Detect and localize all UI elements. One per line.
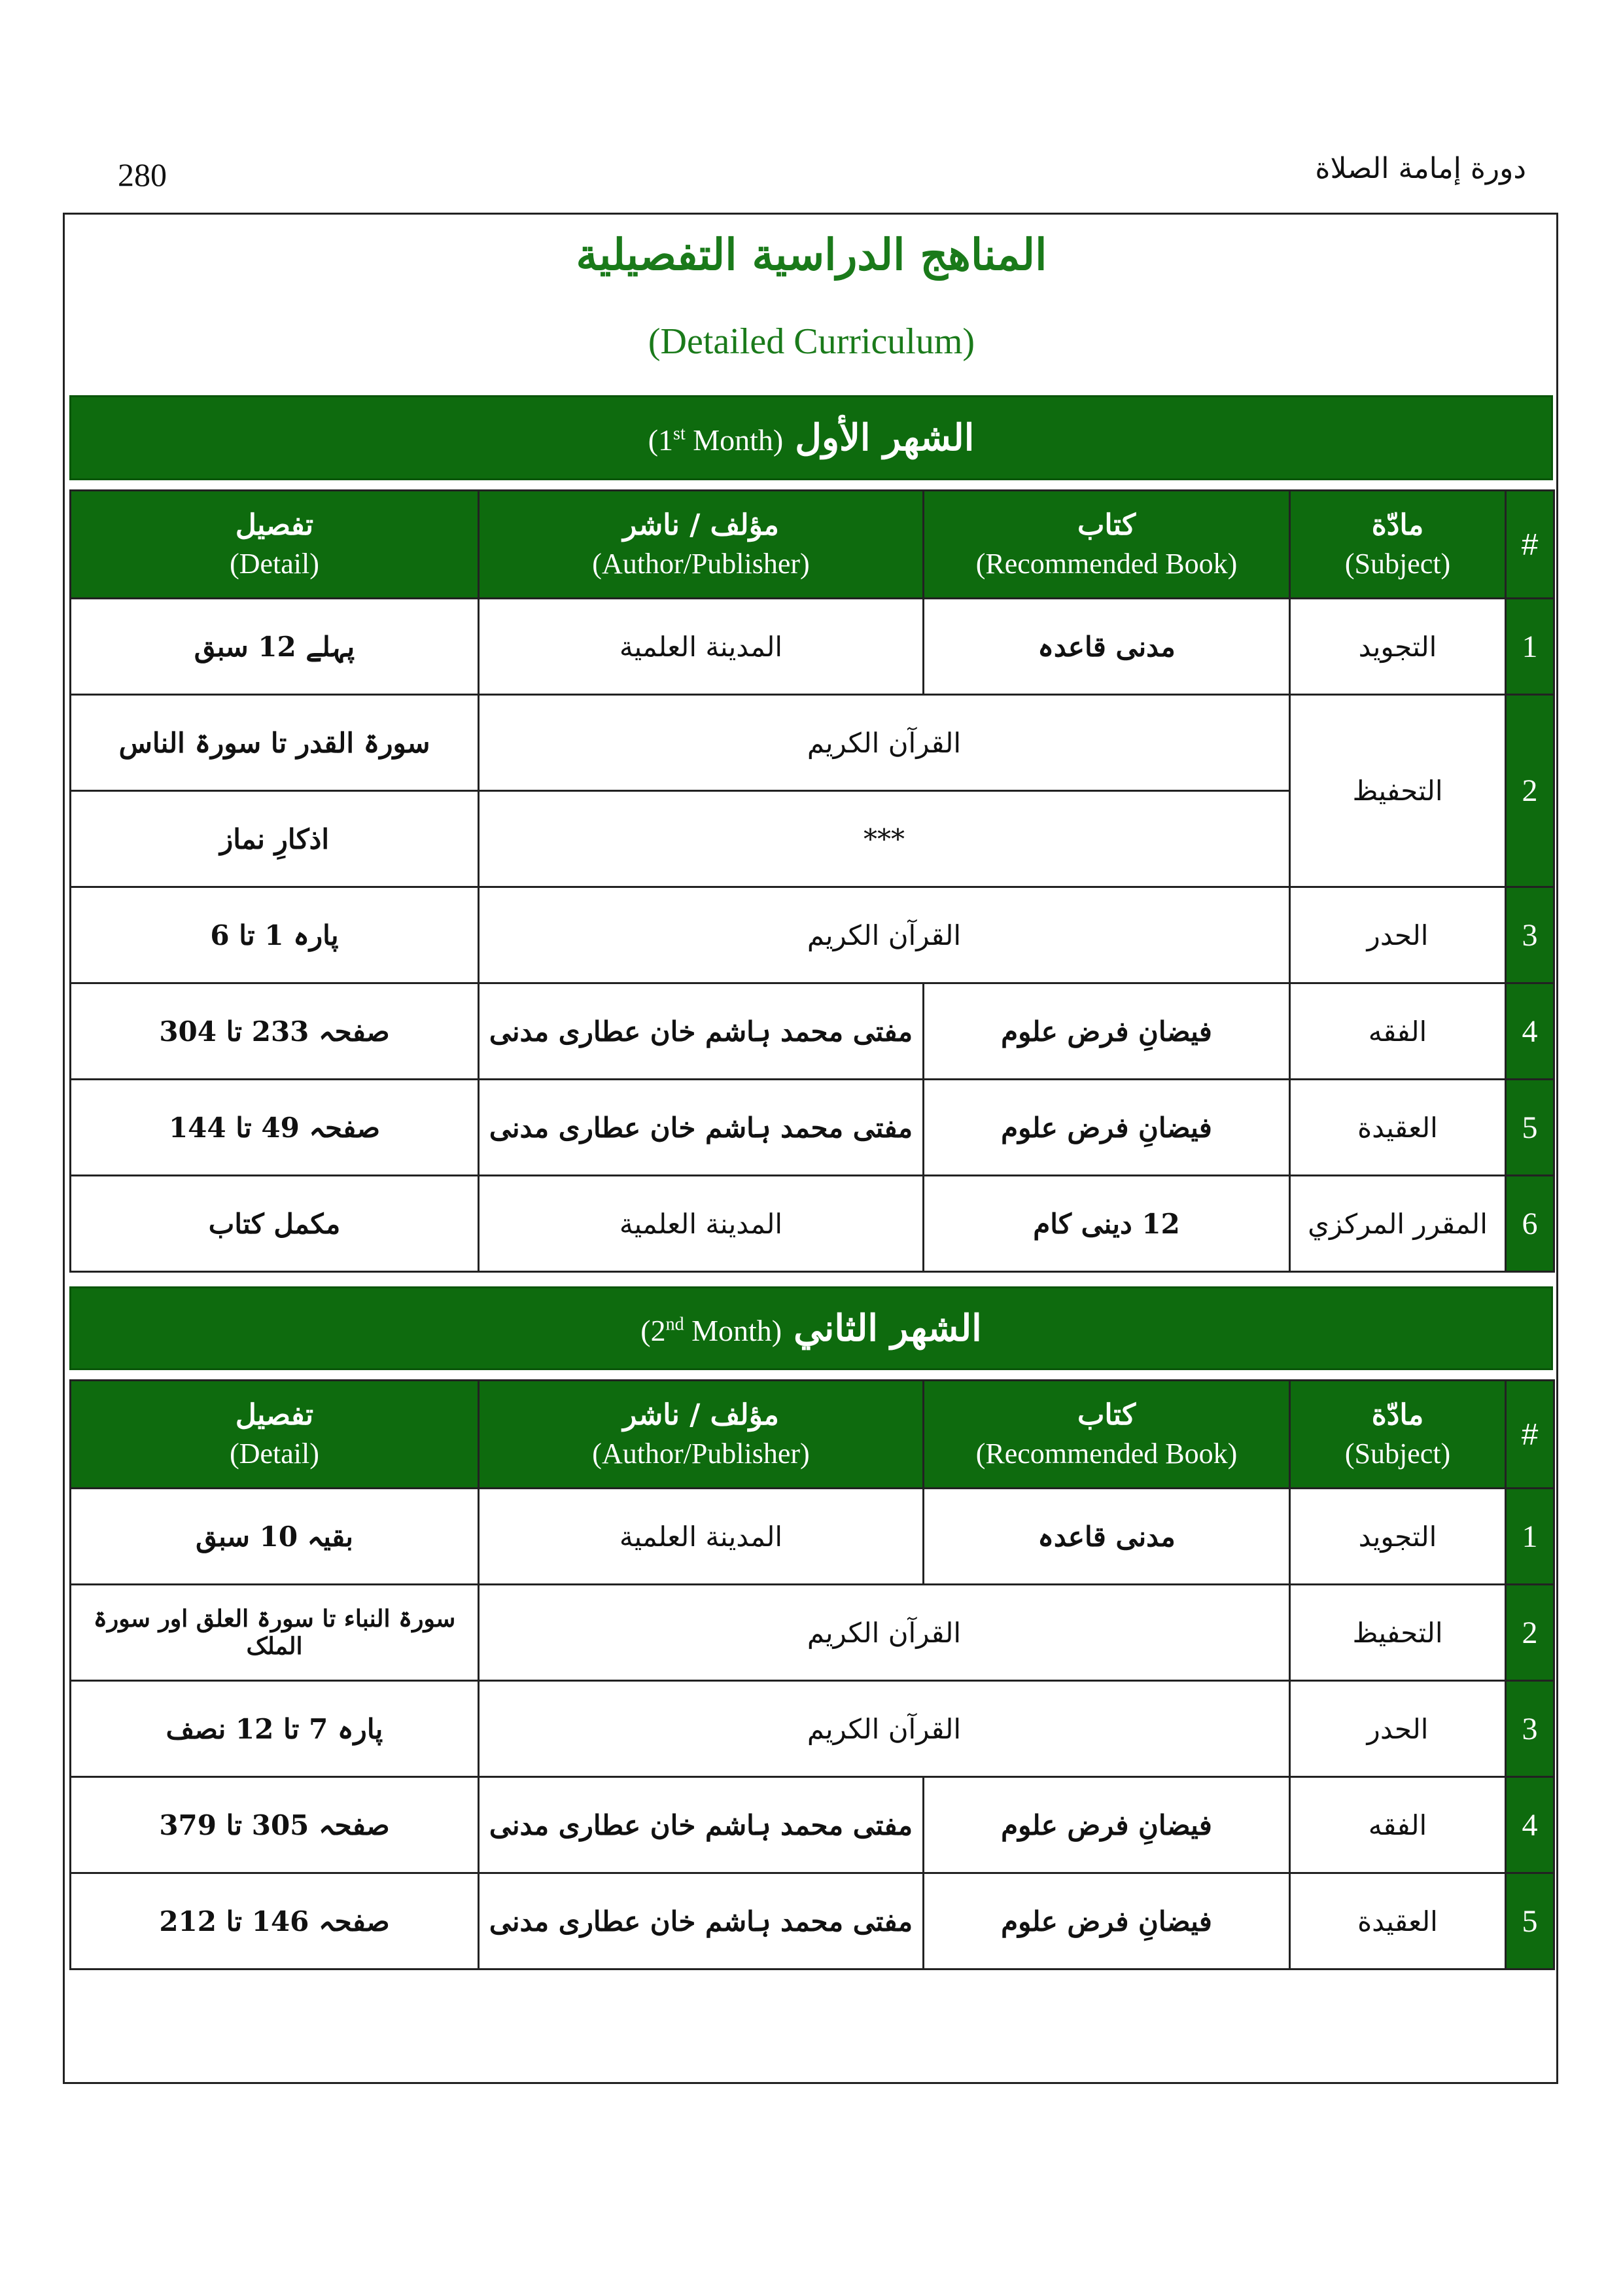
- table-row: [71, 1681, 1554, 1777]
- row-subject: المقرر المركزي: [1290, 1176, 1506, 1272]
- header-detail: تفصيل (Detail): [71, 1381, 479, 1489]
- table-row: [71, 1176, 1554, 1272]
- page-title-english: (Detailed Curriculum): [648, 321, 975, 362]
- month-2-title-en: (2nd Month): [640, 1314, 782, 1347]
- table-header-row: [71, 1381, 1554, 1489]
- row-subject: الفقه: [1290, 1777, 1506, 1873]
- page-title-arabic: المناهج الدراسية التفصيلية: [576, 229, 1047, 280]
- row-detail: پارہ 1 تا 6: [71, 887, 479, 983]
- table-header-row: [71, 491, 1554, 599]
- row-detail: پہلے 12 سبق: [71, 599, 479, 695]
- row-author: مفتی محمد ہاشم خان عطاری مدنی: [479, 983, 924, 1080]
- row-author: مفتی محمد ہاشم خان عطاری مدنی: [479, 1777, 924, 1873]
- row-subject: العقيدة: [1290, 1080, 1506, 1176]
- row-subject: الحدر: [1290, 1681, 1506, 1777]
- row-number: 1: [1506, 599, 1554, 695]
- row-subject: العقيدة: [1290, 1873, 1506, 1969]
- header-book: كتاب (Recommended Book): [924, 491, 1290, 599]
- running-head: دورة إمامة الصلاة: [1315, 152, 1526, 185]
- row-detail: سورۃ القدر تا سورۃ الناس: [71, 695, 479, 791]
- row-number: 4: [1506, 983, 1554, 1080]
- row-number: 5: [1506, 1080, 1554, 1176]
- row-subject: التجويد: [1290, 599, 1506, 695]
- row-subject: التحفيظ: [1290, 695, 1506, 887]
- row-number: 2: [1506, 695, 1554, 887]
- row-book: مدنی قاعدہ: [924, 1489, 1290, 1585]
- header-book: كتاب (Recommended Book): [924, 1381, 1290, 1489]
- row-number: 2: [1506, 1585, 1554, 1681]
- row-detail: اذکارِ نماز: [71, 791, 479, 887]
- table-row: [71, 599, 1554, 695]
- row-detail: صفحہ 305 تا 379: [71, 1777, 479, 1873]
- row-author: مفتی محمد ہاشم خان عطاری مدنی: [479, 1873, 924, 1969]
- month-2-title-ar: الشهر الثاني: [794, 1307, 982, 1350]
- month-1-banner: [69, 395, 1553, 480]
- row-subject: التحفيظ: [1290, 1585, 1506, 1681]
- row-subject: الفقه: [1290, 983, 1506, 1080]
- row-book: فیضانِ فرض علوم: [924, 1873, 1290, 1969]
- row-book: 12 دینی کام: [924, 1176, 1290, 1272]
- header-subject: مادّة (Subject): [1290, 1381, 1506, 1489]
- row-number: 5: [1506, 1873, 1554, 1969]
- row-number: 3: [1506, 887, 1554, 983]
- row-author: المدينة العلمية: [479, 1489, 924, 1585]
- row-author: المدينة العلمية: [479, 599, 924, 695]
- row-detail: سورۃ النباء تا سورۃ العلق اور سورۃ الملک: [71, 1585, 479, 1681]
- row-book-author-merged: ***: [479, 791, 1290, 887]
- row-detail: پارہ 7 تا 12 نصف: [71, 1681, 479, 1777]
- row-author: المدينة العلمية: [479, 1176, 924, 1272]
- row-number: 4: [1506, 1777, 1554, 1873]
- row-detail: صفحہ 233 تا 304: [71, 983, 479, 1080]
- row-book-author-merged: القرآن الكريم: [479, 695, 1290, 791]
- row-book-author-merged: القرآن الكريم: [479, 1585, 1290, 1681]
- row-book: مدنی قاعدہ: [924, 599, 1290, 695]
- month-1-title-en: (1st Month): [648, 423, 784, 457]
- row-number: 3: [1506, 1681, 1554, 1777]
- row-author: مفتی محمد ہاشم خان عطاری مدنی: [479, 1080, 924, 1176]
- row-book-author-merged: القرآن الكريم: [479, 1681, 1290, 1777]
- row-book: فیضانِ فرض علوم: [924, 1080, 1290, 1176]
- header-number: #: [1506, 491, 1554, 599]
- month-2-table: [69, 1379, 1555, 1970]
- row-book-author-merged: القرآن الكريم: [479, 887, 1290, 983]
- table-row: [71, 1489, 1554, 1585]
- header-author: مؤلف / ناشر (Author/Publisher): [479, 1381, 924, 1489]
- row-detail: صفحہ 49 تا 144: [71, 1080, 479, 1176]
- table-row: [71, 1873, 1554, 1969]
- table-row: [71, 887, 1554, 983]
- month-2-banner: [69, 1286, 1553, 1370]
- header-detail: تفصيل (Detail): [71, 491, 479, 599]
- header-subject: مادّة (Subject): [1290, 491, 1506, 599]
- table-row: [71, 1585, 1554, 1681]
- row-detail: بقیہ 10 سبق: [71, 1489, 479, 1585]
- row-book: فیضانِ فرض علوم: [924, 983, 1290, 1080]
- row-book: فیضانِ فرض علوم: [924, 1777, 1290, 1873]
- table-row: [71, 1777, 1554, 1873]
- row-subject: الحدر: [1290, 887, 1506, 983]
- row-subject: التجويد: [1290, 1489, 1506, 1585]
- row-number: 1: [1506, 1489, 1554, 1585]
- table-row: [71, 695, 1554, 791]
- month-1-title-ar: الشهر الأول: [795, 416, 975, 459]
- row-detail: صفحہ 146 تا 212: [71, 1873, 479, 1969]
- row-detail: مکمل کتاب: [71, 1176, 479, 1272]
- header-number: #: [1506, 1381, 1554, 1489]
- row-number: 6: [1506, 1176, 1554, 1272]
- month-1-table: [69, 489, 1555, 1273]
- header-author: مؤلف / ناشر (Author/Publisher): [479, 491, 924, 599]
- page-number: 280: [118, 156, 167, 193]
- table-row: [71, 983, 1554, 1080]
- table-row: [71, 1080, 1554, 1176]
